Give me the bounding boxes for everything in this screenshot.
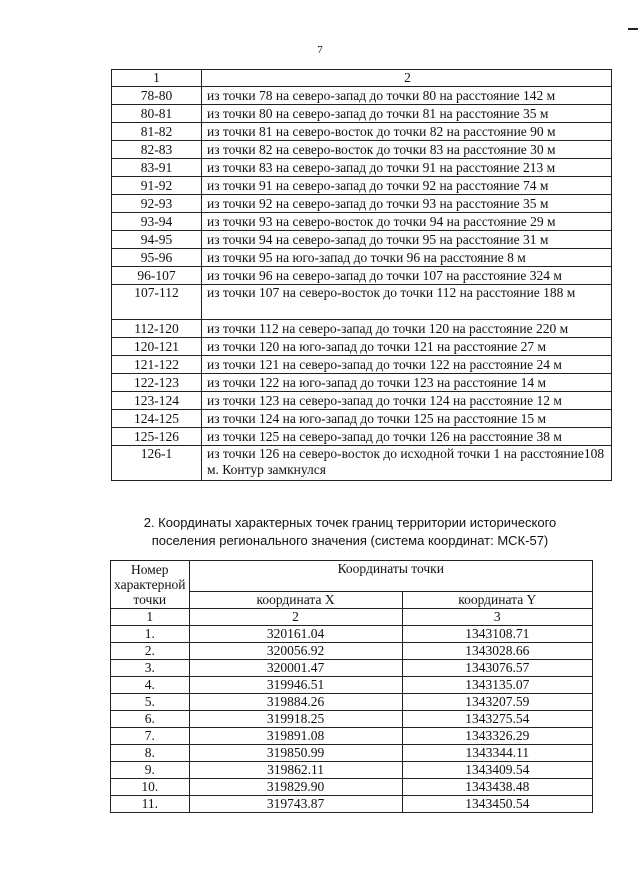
coordinate-y: 1343076.57 (402, 660, 592, 677)
table-row (112, 123, 612, 141)
table-row (112, 338, 612, 356)
column-numbers-row (111, 609, 593, 626)
table-row (112, 141, 612, 159)
coordinates-table (110, 560, 593, 813)
header-col-2: 2 (202, 70, 612, 87)
segment-label: 126-1 (112, 446, 202, 481)
coordinate-x: 319891.08 (189, 728, 402, 745)
segment-label: 94-95 (112, 231, 202, 249)
coordinate-y: 1343207.59 (402, 694, 592, 711)
segment-description: из точки 122 на юго-запад до точки 123 на расстояние 14 м (202, 374, 612, 392)
segment-description: из точки 123 на северо-запад до точки 124 на расстояние 12 м (202, 392, 612, 410)
point-number: 9. (111, 762, 190, 779)
segment-description: из точки 107 на северо-восток до точки 112 на расстояние 188 м (202, 285, 612, 320)
table-row (111, 711, 593, 728)
table-row (111, 762, 593, 779)
table-row (111, 745, 593, 762)
segment-label: 112-120 (112, 320, 202, 338)
segment-label: 122-123 (112, 374, 202, 392)
table-row (112, 285, 612, 320)
point-number: 1. (111, 626, 190, 643)
segment-label: 91-92 (112, 177, 202, 195)
segment-description: из точки 80 на северо-запад до точки 81 на расстояние 35 м (202, 105, 612, 123)
table-row (111, 677, 593, 694)
segment-label: 96-107 (112, 267, 202, 285)
coordinate-x: 319918.25 (189, 711, 402, 728)
segment-description: из точки 82 на северо-восток до точки 83 на расстояние 30 м (202, 141, 612, 159)
coords-header-row (111, 561, 593, 592)
segment-label: 124-125 (112, 410, 202, 428)
segment-label: 93-94 (112, 213, 202, 231)
segment-description: из точки 83 на северо-запад до точки 91 на расстояние 213 м (202, 159, 612, 177)
table-row (111, 796, 593, 813)
segment-description: из точки 91 на северо-запад до точки 92 на расстояние 74 м (202, 177, 612, 195)
coordinate-y: 1343450.54 (402, 796, 592, 813)
segment-description: из точки 120 на юго-запад до точки 121 на расстояние 27 м (202, 338, 612, 356)
section-heading (110, 514, 590, 550)
segment-description: из точки 121 на северо-запад до точки 122 на расстояние 24 м (202, 356, 612, 374)
segment-description: из точки 112 на северо-запад до точки 120 на расстояние 220 м (202, 320, 612, 338)
segment-description: из точки 78 на северо-запад до точки 80 на расстояние 142 м (202, 87, 612, 105)
coordinate-x: 320161.04 (189, 626, 402, 643)
segment-label: 92-93 (112, 195, 202, 213)
point-number-header: Номер характерной точки (111, 561, 190, 609)
header-col-1: 1 (112, 70, 202, 87)
coordinate-x: 320056.92 (189, 643, 402, 660)
segment-description: из точки 125 на северо-запад до точки 126 на расстояние 38 м (202, 428, 612, 446)
table-row (111, 643, 593, 660)
point-number: 8. (111, 745, 190, 762)
point-number: 11. (111, 796, 190, 813)
section-heading-line-2: поселения регионального значения (система координат: МСК-57) (151, 533, 549, 548)
table-row (112, 195, 612, 213)
section-heading-line-1: 2. Координаты характерных точек границ территории исторического (143, 515, 557, 530)
point-number: 7. (111, 728, 190, 745)
segment-label: 120-121 (112, 338, 202, 356)
segment-label: 123-124 (112, 392, 202, 410)
segment-description: из точки 124 на юго-запад до точки 125 на расстояние 15 м (202, 410, 612, 428)
coordinate-x: 319884.26 (189, 694, 402, 711)
coordinate-y: 1343438.48 (402, 779, 592, 796)
segment-label: 125-126 (112, 428, 202, 446)
coordinate-x: 319743.87 (189, 796, 402, 813)
table-row (112, 320, 612, 338)
coordinate-x: 320001.47 (189, 660, 402, 677)
table-row (112, 410, 612, 428)
corner-mark (628, 28, 638, 30)
table-row (112, 428, 612, 446)
table-row (112, 177, 612, 195)
table-row (112, 267, 612, 285)
column-number: 1 (111, 609, 190, 626)
segment-description: из точки 92 на северо-запад до точки 93 на расстояние 35 м (202, 195, 612, 213)
coordinate-y: 1343135.07 (402, 677, 592, 694)
coordinate-y: 1343344.11 (402, 745, 592, 762)
table-row (112, 356, 612, 374)
coordinate-x: 319850.99 (189, 745, 402, 762)
table-row (111, 728, 593, 745)
coordinate-y: 1343275.54 (402, 711, 592, 728)
table-row (112, 159, 612, 177)
table-row (112, 446, 612, 481)
segment-label: 83-91 (112, 159, 202, 177)
point-number: 6. (111, 711, 190, 728)
table-row (112, 249, 612, 267)
segment-description: из точки 81 на северо-восток до точки 82 на расстояние 90 м (202, 123, 612, 141)
table-row (112, 87, 612, 105)
coordinate-x: 319862.11 (189, 762, 402, 779)
coordinate-y: 1343028.66 (402, 643, 592, 660)
table-row (112, 374, 612, 392)
table-row (111, 694, 593, 711)
table-header-row (112, 70, 612, 87)
column-number: 3 (402, 609, 592, 626)
coordinate-x: 319946.51 (189, 677, 402, 694)
y-header: координата Y (402, 592, 592, 609)
table-row (111, 779, 593, 796)
point-number: 3. (111, 660, 190, 677)
segment-description: из точки 93 на северо-восток до точки 94 на расстояние 29 м (202, 213, 612, 231)
table-row (111, 660, 593, 677)
segment-description: из точки 94 на северо-запад до точки 95 на расстояние 31 м (202, 231, 612, 249)
column-number: 2 (189, 609, 402, 626)
page-number: 7 (317, 44, 323, 56)
segment-description: из точки 96 на северо-запад до точки 107 на расстояние 324 м (202, 267, 612, 285)
segment-label: 80-81 (112, 105, 202, 123)
segment-label: 121-122 (112, 356, 202, 374)
segment-label: 95-96 (112, 249, 202, 267)
coordinate-y: 1343326.29 (402, 728, 592, 745)
point-number: 10. (111, 779, 190, 796)
point-number: 5. (111, 694, 190, 711)
coordinates-header: Координаты точки (189, 561, 592, 592)
coordinate-y: 1343108.71 (402, 626, 592, 643)
segment-description: из точки 95 на юго-запад до точки 96 на расстояние 8 м (202, 249, 612, 267)
coordinate-y: 1343409.54 (402, 762, 592, 779)
point-number: 2. (111, 643, 190, 660)
segment-label: 81-82 (112, 123, 202, 141)
point-number: 4. (111, 677, 190, 694)
segment-label: 78-80 (112, 87, 202, 105)
table-row (112, 105, 612, 123)
segment-description: из точки 126 на северо-восток до исходной точки 1 на расстояние108 м. Контур замкнулся (202, 446, 612, 481)
coordinate-x: 319829.90 (189, 779, 402, 796)
boundary-description-table (111, 69, 612, 481)
x-header: координата X (189, 592, 402, 609)
segment-label: 107-112 (112, 285, 202, 320)
table-row (112, 231, 612, 249)
table-row (111, 626, 593, 643)
table-row (112, 392, 612, 410)
segment-label: 82-83 (112, 141, 202, 159)
table-row (112, 213, 612, 231)
